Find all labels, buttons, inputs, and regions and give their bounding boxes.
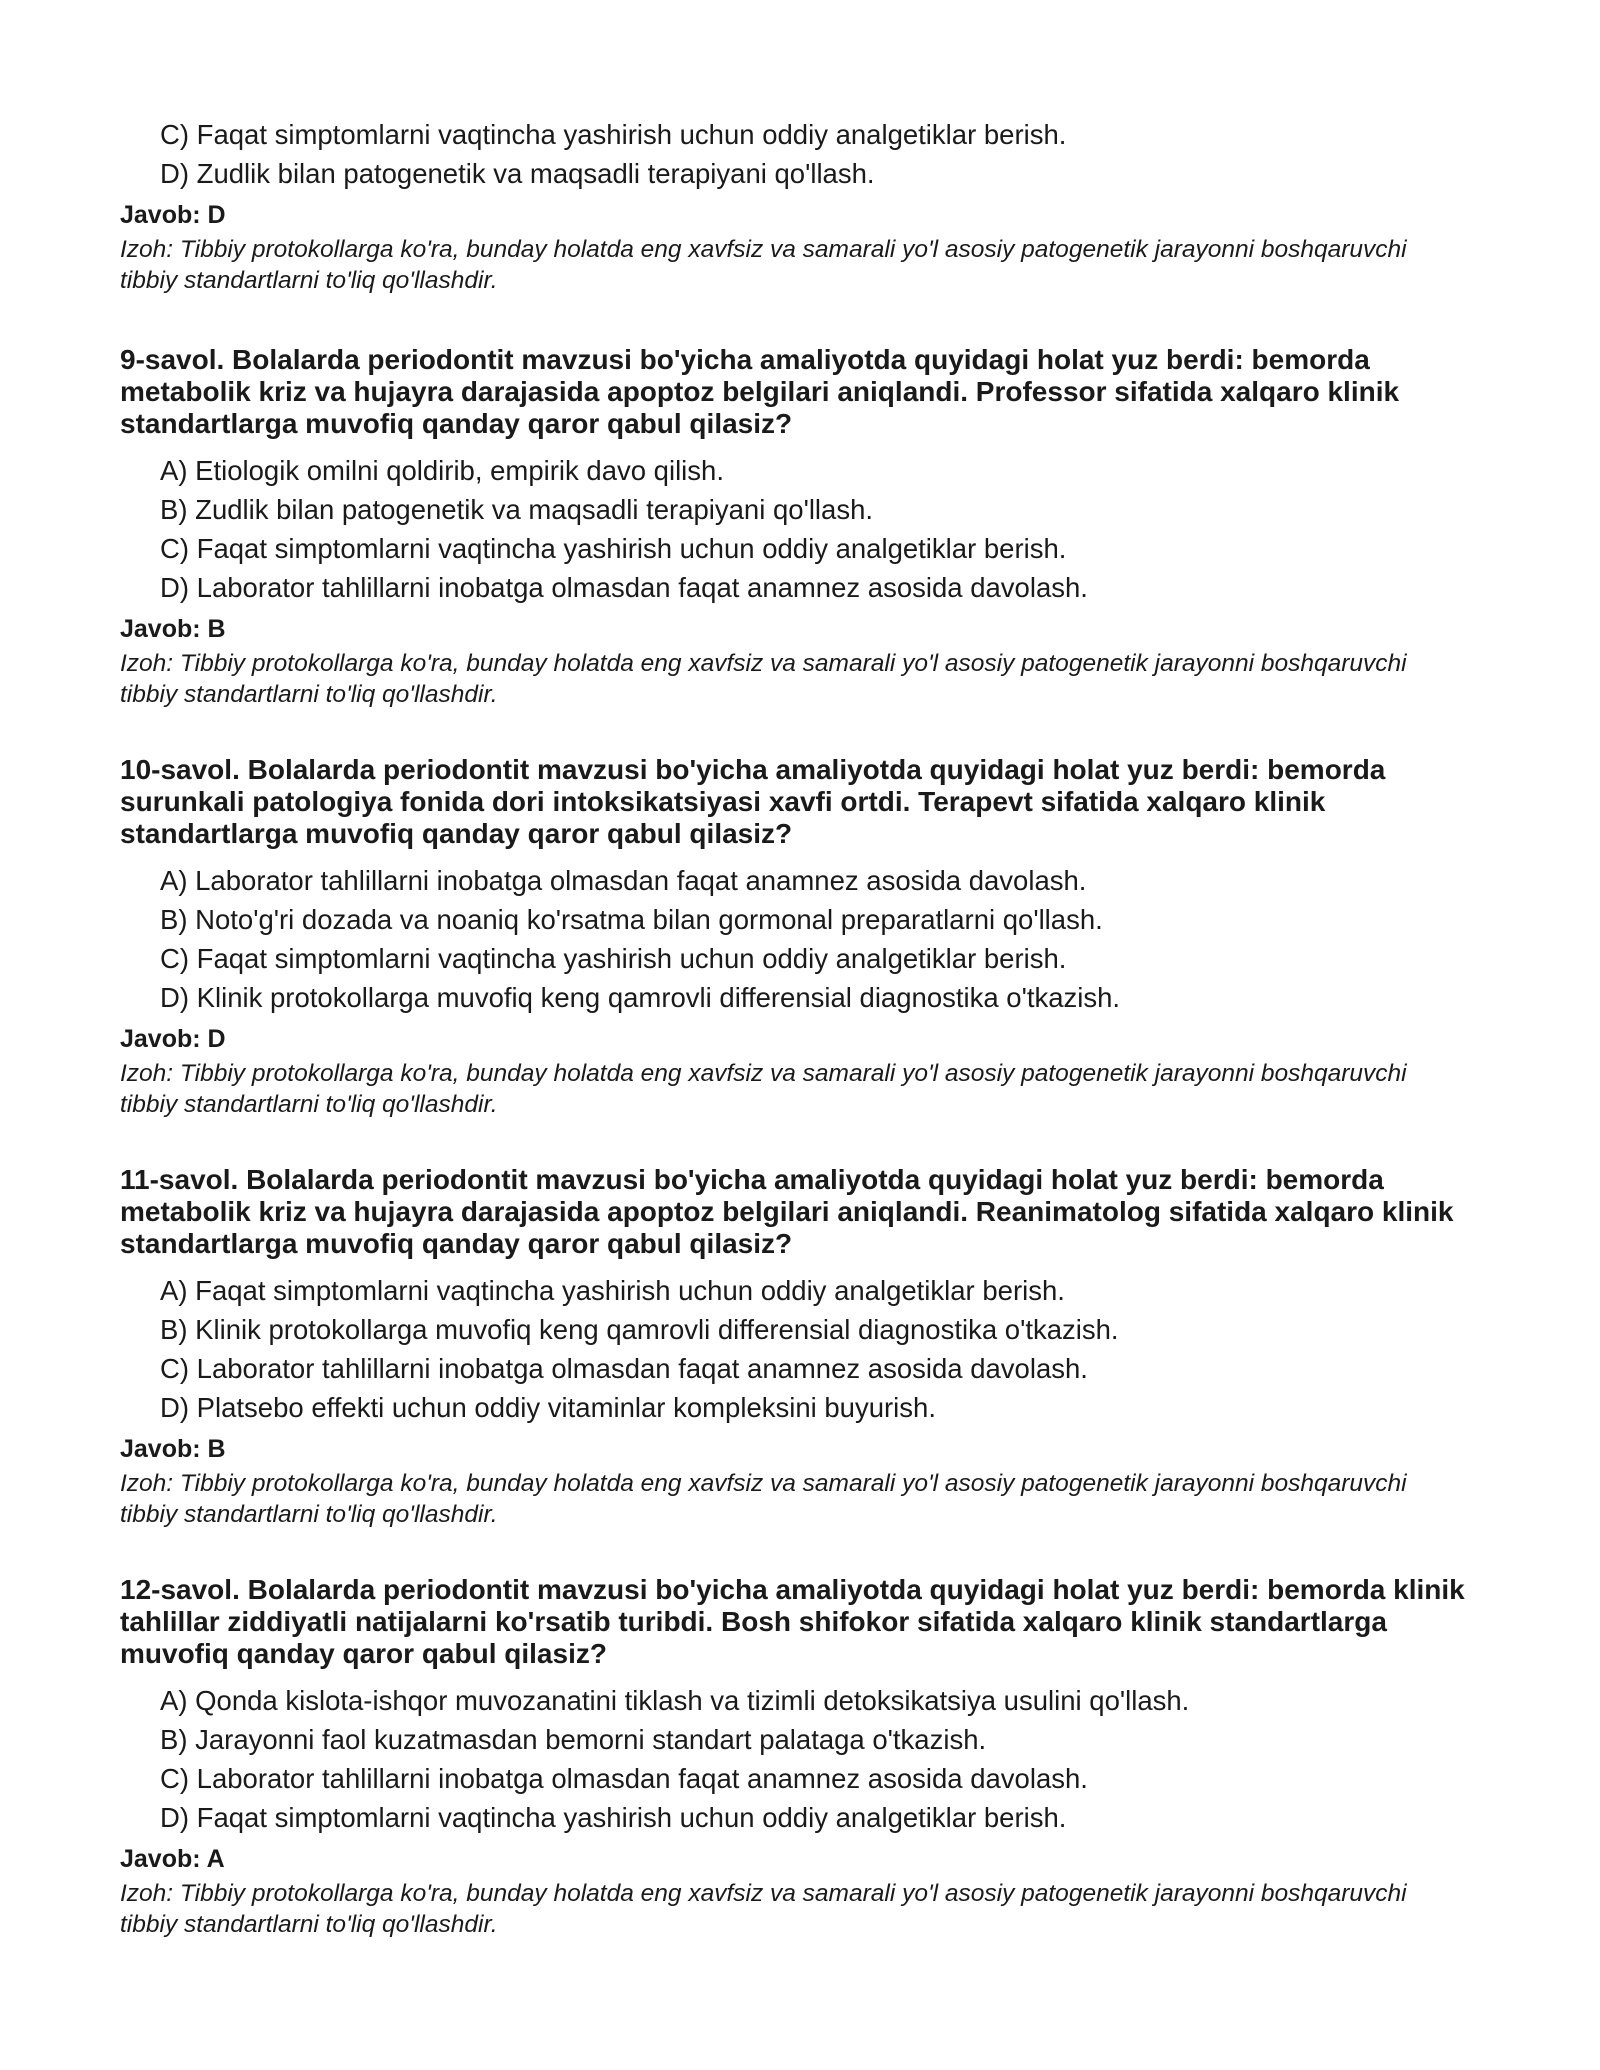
option-b: B) Klinik protokollarga muvofiq keng qamrovli differensial diagnostika o'tkazish. (160, 1314, 1119, 1345)
options-list (120, 1681, 1480, 1837)
options-list (120, 861, 1480, 1017)
question-block-10 (120, 754, 1480, 1120)
answer-label: Javob: D (120, 1025, 226, 1053)
explanation-note: Izoh: Tibbiy protokollarga ko'ra, bunday holatda eng xavfsiz va samarali yo'l asosiy patogenetik jarayonni boshqaruvchi tibbiy standartlarni to'liq qo'llashdir. (120, 1880, 1407, 1938)
option-d: D) Faqat simptomlarni vaqtincha yashirish uchun oddiy analgetiklar berish. (160, 1802, 1067, 1833)
option-d: D) Laborator tahlillarni inobatga olmasdan faqat anamnez asosida davolash. (160, 572, 1088, 603)
explanation-note: Izoh: Tibbiy protokollarga ko'ra, bunday holatda eng xavfsiz va samarali yo'l asosiy patogenetik jarayonni boshqaruvchi tibbiy standartlarni to'liq qo'llashdir. (120, 1470, 1407, 1528)
option-c: C) Faqat simptomlarni vaqtincha yashirish uchun oddiy analgetiklar berish. (160, 119, 1067, 150)
option-d: D) Klinik protokollarga muvofiq keng qamrovli differensial diagnostika o'tkazish. (160, 982, 1121, 1013)
options-list (120, 451, 1480, 607)
answer-label: Javob: A (120, 1845, 225, 1873)
options-list (120, 1271, 1480, 1427)
option-d: D) Platsebo effekti uchun oddiy vitaminlar kompleksini buyurish. (160, 1392, 936, 1423)
option-a: A) Qonda kislota-ishqor muvozanatini tiklash va tizimli detoksikatsiya usulini qo'llash. (160, 1685, 1190, 1716)
option-c: C) Faqat simptomlarni vaqtincha yashirish uchun oddiy analgetiklar berish. (160, 533, 1067, 564)
answer-label: Javob: D (120, 201, 226, 229)
explanation-note: Izoh: Tibbiy protokollarga ko'ra, bunday holatda eng xavfsiz va samarali yo'l asosiy patogenetik jarayonni boshqaruvchi tibbiy standartlarni to'liq qo'llashdir. (120, 1060, 1407, 1118)
option-c: C) Laborator tahlillarni inobatga olmasdan faqat anamnez asosida davolash. (160, 1763, 1088, 1794)
option-b: B) Zudlik bilan patogenetik va maqsadli terapiyani qo'llash. (160, 494, 874, 525)
question-title: 11-savol. Bolalarda periodontit mavzusi bo'yicha amaliyotda quyidagi holat yuz berdi: bemorda metabolik kriz va hujayra darajasida apoptoz belgilari aniqlandi. Reanimatolog sifatida xalqaro klinik standartlarga muvofiq qanday qaror qabul qilasiz? (120, 1164, 1454, 1259)
explanation-note: Izoh: Tibbiy protokollarga ko'ra, bunday holatda eng xavfsiz va samarali yo'l asosiy patogenetik jarayonni boshqaruvchi tibbiy standartlarni to'liq qo'llashdir. (120, 236, 1407, 294)
question-title: 9-savol. Bolalarda periodontit mavzusi bo'yicha amaliyotda quyidagi holat yuz berdi: bemorda metabolik kriz va hujayra darajasida apoptoz belgilari aniqlandi. Professor sifatida xalqaro klinik standartlarga muvofiq qanday qaror qabul qilasiz? (120, 344, 1400, 439)
question-block-11 (120, 1164, 1480, 1530)
document-page (120, 115, 1480, 1984)
answer-label: Javob: B (120, 615, 226, 643)
question-block-12 (120, 1574, 1480, 1940)
question-title: 12-savol. Bolalarda periodontit mavzusi bo'yicha amaliyotda quyidagi holat yuz berdi: bemorda klinik tahlillar ziddiyatli natijalarni ko'rsatib turibdi. Bosh shifokor sifatida xalqaro klinik standartlarga muvofiq qanday qaror qabul qilasiz? (120, 1574, 1465, 1669)
options-list (120, 115, 1480, 193)
option-a: A) Laborator tahlillarni inobatga olmasdan faqat anamnez asosida davolash. (160, 865, 1087, 896)
question-block-9 (120, 344, 1480, 710)
option-d: D) Zudlik bilan patogenetik va maqsadli terapiyani qo'llash. (160, 158, 875, 189)
option-a: A) Faqat simptomlarni vaqtincha yashirish uchun oddiy analgetiklar berish. (160, 1275, 1065, 1306)
question-block-8 (120, 115, 1480, 296)
option-b: B) Noto'g'ri dozada va noaniq ko'rsatma bilan gormonal preparatlarni qo'llash. (160, 904, 1103, 935)
option-a: A) Etiologik omilni qoldirib, empirik davo qilish. (160, 455, 724, 486)
question-title: 10-savol. Bolalarda periodontit mavzusi bo'yicha amaliyotda quyidagi holat yuz berdi: bemorda surunkali patologiya fonida dori intoksikatsiyasi xavfi ortdi. Terapevt sifatida xalqaro klinik standartlarga muvofiq qanday qaror qabul qilasiz? (120, 754, 1386, 849)
explanation-note: Izoh: Tibbiy protokollarga ko'ra, bunday holatda eng xavfsiz va samarali yo'l asosiy patogenetik jarayonni boshqaruvchi tibbiy standartlarni to'liq qo'llashdir. (120, 650, 1407, 708)
option-c: C) Faqat simptomlarni vaqtincha yashirish uchun oddiy analgetiklar berish. (160, 943, 1067, 974)
option-b: B) Jarayonni faol kuzatmasdan bemorni standart palataga o'tkazish. (160, 1724, 987, 1755)
option-c: C) Laborator tahlillarni inobatga olmasdan faqat anamnez asosida davolash. (160, 1353, 1088, 1384)
answer-label: Javob: B (120, 1435, 226, 1463)
